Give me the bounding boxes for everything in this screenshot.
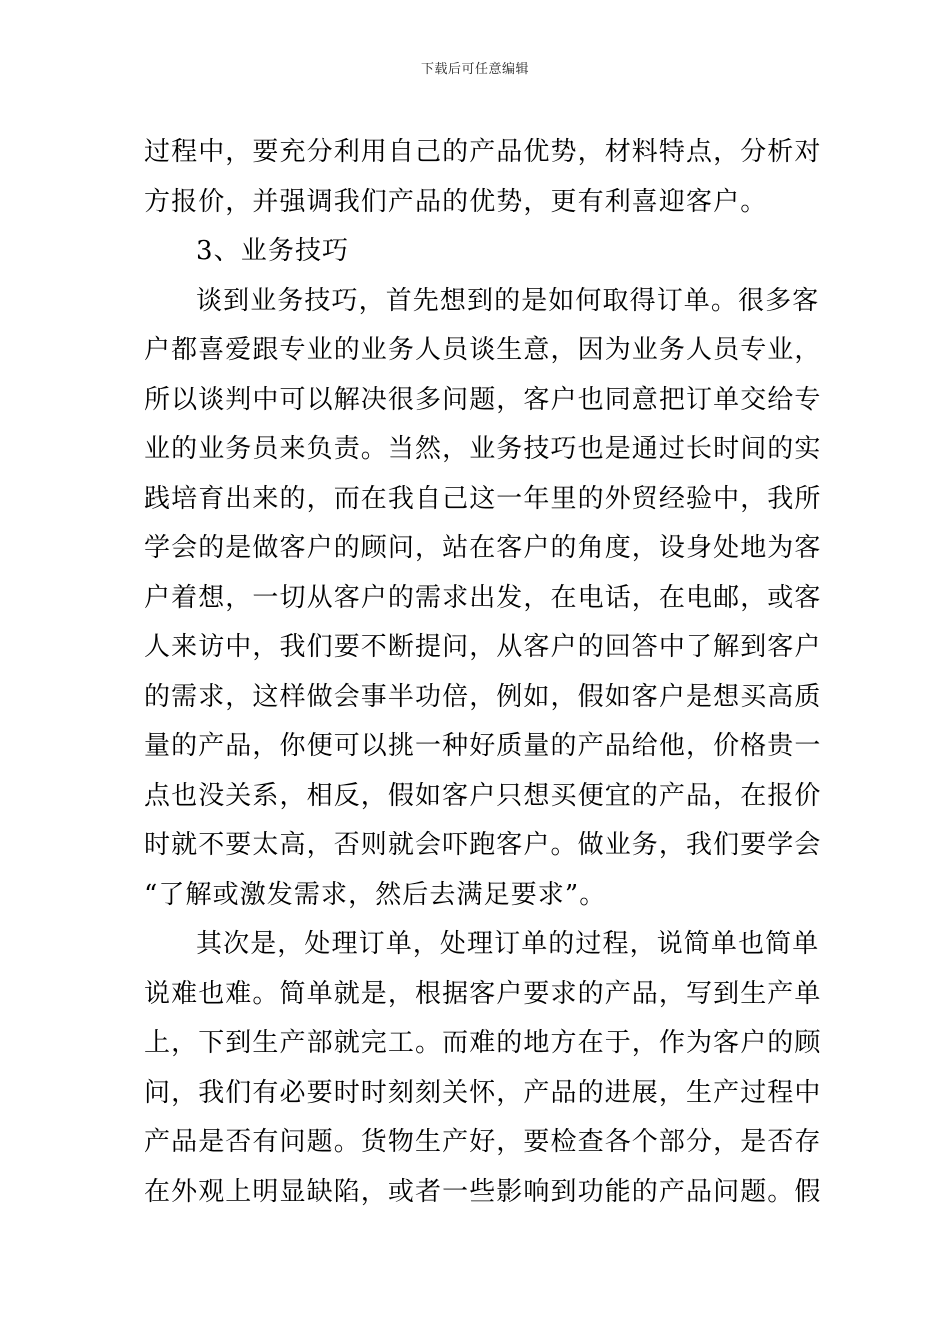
text-line: 其次是，处理订单，处理订单的过程，说简单也简单	[196, 929, 820, 959]
text-line: 所以谈判中可以解决很多问题，客户也同意把订单交给专	[144, 384, 822, 415]
text-line: 人来访中，我们要不断提问，从客户的回答中了解到客户	[144, 632, 822, 662]
text-line: 的需求，这样做会事半功倍，例如，假如客户是想买高质	[144, 681, 822, 712]
text-line: 在外观上明显缺陷，或者一些影响到功能的产品问题。假	[144, 1176, 822, 1207]
text-line: 业的业务员来负责。当然，业务技巧也是通过长时间的实	[144, 434, 822, 464]
text-line: 说难也难。简单就是，根据客户要求的产品，写到生产单	[144, 978, 822, 1009]
text-line: 过程中，要充分利用自己的产品优势，材料特点，分析对	[144, 137, 822, 167]
document-body	[144, 128, 822, 1217]
text-line: 户着想，一切从客户的需求出发，在电话，在电邮，或客	[144, 582, 822, 613]
text-line: 践培育出来的，而在我自己这一年里的外贸经验中，我所	[144, 483, 822, 514]
text-line: 量的产品，你便可以挑一种好质量的产品给他，价格贵一	[144, 731, 822, 761]
text-line: 产品是否有问题。货物生产好，要检查各个部分，是否存	[144, 1127, 822, 1157]
text-line: 方报价，并强调我们产品的优势，更有利喜迎客户。	[144, 186, 768, 217]
text-line: 3、业务技巧	[196, 236, 350, 266]
text-line: “了解或激发需求，然后去满足要求”。	[144, 879, 607, 910]
text-line: 学会的是做客户的顾问，站在客户的角度，设身处地为客	[144, 533, 822, 563]
text-line: 时就不要太高，否则就会吓跑客户。做业务，我们要学会	[144, 830, 822, 860]
text-line: 上，下到生产部就完工。而难的地方在于，作为客户的顾	[144, 1028, 822, 1058]
text-line: 谈到业务技巧，首先想到的是如何取得订单。很多客	[196, 285, 820, 316]
text-line: 问，我们有必要时时刻刻关怀，产品的进展，生产过程中	[144, 1077, 822, 1108]
text-line: 点也没关系，相反，假如客户只想买便宜的产品，在报价	[144, 780, 822, 811]
text-line: 户都喜爱跟专业的业务人员谈生意，因为业务人员专业，	[144, 335, 822, 365]
page-header: 下载后可任意编辑	[420, 62, 529, 77]
